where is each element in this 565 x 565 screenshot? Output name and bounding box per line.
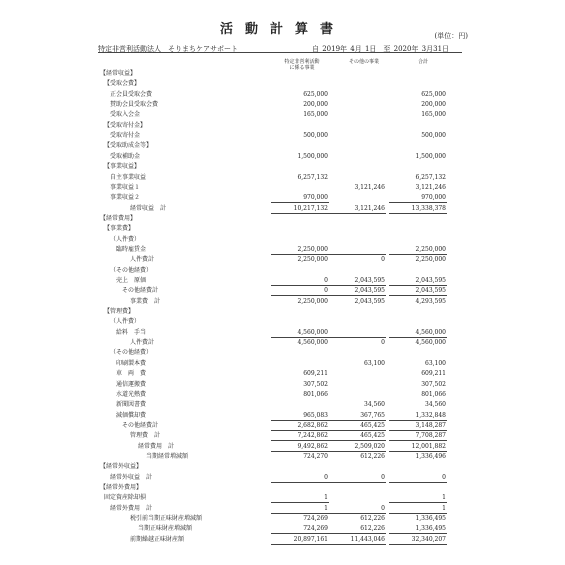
row-label: 給料 手当 [116, 328, 147, 336]
statement-row [0, 173, 565, 183]
value-total: 4,293,595 [415, 297, 446, 305]
row-label: 【経常外費用】 [100, 484, 143, 491]
row-label: 人件費計 [130, 339, 155, 347]
row-label: 税引前当期正味財産増減額 [130, 515, 203, 523]
statement-row [0, 348, 565, 358]
value-nonprofit: 2,682,862 [297, 421, 328, 429]
value-nonprofit: 965,083 [303, 411, 328, 419]
statement-row [0, 400, 565, 410]
value-other: 0 [381, 256, 385, 264]
statement-row [0, 483, 565, 493]
row-label: 自主事業収益 [110, 173, 147, 181]
row-label: 臨時雇賃金 [116, 245, 147, 253]
statement-row [0, 535, 565, 545]
value-other: 367,765 [360, 411, 385, 419]
value-other: 465,425 [360, 421, 385, 429]
value-nonprofit: 970,000 [303, 194, 328, 202]
row-label: 売上 原価 [116, 277, 147, 284]
value-total: 2,043,595 [415, 287, 446, 295]
value-nonprofit: 724,270 [303, 452, 328, 460]
value-total: 7,708,287 [415, 432, 446, 440]
subtotal-rule [271, 544, 329, 545]
value-other: 612,226 [360, 525, 385, 533]
value-total: 165,000 [421, 111, 446, 119]
value-nonprofit: 625,000 [303, 90, 328, 98]
value-total: 4,560,000 [415, 339, 446, 347]
statement-row [0, 266, 565, 276]
value-total: 34,560 [425, 401, 446, 409]
value-total: 801,066 [421, 390, 446, 398]
value-total: 970,000 [421, 194, 446, 202]
value-other: 3,121,246 [354, 183, 385, 191]
row-label: 賛助会員受取会費 [110, 101, 159, 109]
value-total: 200,000 [421, 101, 446, 109]
document-title: 活動計算書 [219, 22, 345, 37]
value-total: 63,100 [425, 359, 446, 367]
value-total: 1 [442, 504, 446, 512]
value-other: 0 [381, 473, 385, 481]
row-label: 事業費 計 [130, 297, 161, 305]
value-other: 63,100 [364, 359, 385, 367]
row-label: 水道光熱費 [116, 390, 147, 398]
value-total: 1,336,495 [415, 525, 446, 533]
value-total: 2,250,000 [415, 256, 446, 264]
statement-row [0, 359, 565, 369]
value-nonprofit: 1,500,000 [297, 152, 328, 160]
value-total: 3,148,287 [415, 421, 446, 429]
statement-row [0, 524, 565, 534]
value-nonprofit: 4,560,000 [297, 328, 328, 336]
statement-row [0, 245, 565, 255]
value-nonprofit: 801,066 [303, 390, 328, 398]
value-nonprofit: 307,502 [303, 380, 328, 388]
subtotal-rule [389, 544, 447, 545]
row-label: 【事業費】 [104, 225, 135, 233]
statement-row [0, 307, 565, 317]
row-label: 経常外費用 計 [110, 504, 153, 512]
value-other: 34,560 [364, 401, 385, 409]
row-label: 【受取助成金等】 [104, 142, 153, 150]
value-total: 4,560,000 [415, 328, 446, 336]
statement-row [0, 504, 565, 514]
value-total: 32,340,207 [411, 535, 446, 543]
row-label: （人件費） [110, 318, 141, 326]
statement-row [0, 141, 565, 151]
value-total: 6,257,132 [415, 173, 446, 181]
value-nonprofit: 0 [324, 473, 328, 481]
value-total: 625,000 [421, 90, 446, 98]
row-label: 通信運搬費 [116, 380, 147, 388]
statement-row [0, 493, 565, 503]
row-label: 受取寄付金 [110, 132, 141, 140]
value-nonprofit: 9,492,862 [297, 442, 328, 450]
statement-row [0, 442, 565, 452]
value-other: 612,226 [360, 515, 385, 523]
row-label: 前期繰越正味財産額 [130, 535, 185, 543]
statement-row [0, 462, 565, 472]
value-total: 2,250,000 [415, 245, 446, 253]
value-total: 609,211 [421, 370, 446, 378]
row-label: 経常費用 計 [138, 442, 175, 450]
statement-row [0, 380, 565, 390]
value-other: 11,443,046 [350, 535, 385, 543]
value-nonprofit: 20,897,161 [293, 535, 328, 543]
row-label: 受取入会金 [110, 111, 141, 119]
row-label: 受取補助金 [110, 152, 141, 160]
statement-row [0, 235, 565, 245]
value-total: 1,332,848 [415, 411, 446, 419]
value-total: 12,001,882 [411, 442, 446, 450]
value-total: 500,000 [421, 132, 446, 140]
statement-row [0, 204, 565, 214]
value-total: 1,336,495 [415, 515, 446, 523]
value-other: 465,425 [360, 432, 385, 440]
statement-row [0, 338, 565, 348]
value-total: 307,502 [421, 380, 446, 388]
row-label: 固定資産除却損 [104, 494, 147, 502]
value-total: 0 [442, 473, 446, 481]
value-other: 3,121,246 [354, 204, 385, 212]
row-label: 当期経常増減額 [146, 452, 189, 460]
row-label: 【経常外収益】 [100, 463, 143, 471]
statement-row [0, 328, 565, 338]
row-label: （その他経費） [110, 266, 153, 274]
statement-row [0, 431, 565, 441]
value-nonprofit: 165,000 [303, 111, 328, 119]
value-total: 1,500,000 [415, 152, 446, 160]
statement-row [0, 79, 565, 89]
value-nonprofit: 200,000 [303, 101, 328, 109]
value-total: 1 [442, 494, 446, 502]
column-header-other: その他の事業 [348, 59, 379, 65]
value-total: 3,121,246 [415, 183, 446, 191]
row-label: 正会員受取会費 [110, 90, 153, 98]
statement-row [0, 183, 565, 193]
statement-row [0, 286, 565, 296]
statement-row [0, 152, 565, 162]
value-nonprofit: 724,269 [303, 525, 328, 533]
statement-row [0, 224, 565, 234]
value-other: 2,043,595 [354, 297, 385, 305]
row-label: 【事業収益】 [104, 163, 141, 171]
statement-row [0, 121, 565, 131]
row-label: 減価償却費 [116, 411, 147, 419]
value-nonprofit: 0 [324, 277, 328, 284]
row-label: （人件費） [110, 235, 141, 243]
row-label: 【経常費用】 [100, 214, 137, 222]
value-other: 0 [381, 339, 385, 347]
statement-row [0, 514, 565, 524]
value-nonprofit: 2,250,000 [297, 297, 328, 305]
row-label: 経常収益 計 [130, 204, 167, 212]
value-nonprofit: 6,257,132 [297, 173, 328, 181]
statement-row [0, 473, 565, 483]
value-total: 13,338,378 [411, 204, 446, 212]
value-nonprofit: 1 [324, 494, 328, 502]
row-label: 事業収益２ [110, 194, 141, 202]
value-nonprofit: 1 [324, 504, 328, 512]
value-total: 2,043,595 [415, 277, 446, 284]
header-rule [98, 52, 462, 53]
value-total: 1,336,496 [415, 452, 446, 460]
statement-row [0, 110, 565, 120]
row-label: 事業収益１ [110, 183, 141, 191]
value-nonprofit: 2,250,000 [297, 245, 328, 253]
row-label: 新聞図書費 [116, 401, 147, 409]
row-label: 【受取会費】 [104, 80, 141, 88]
statement-row [0, 276, 565, 286]
column-header-nonprofit: 特定非営利活動 に係る事業 [284, 59, 320, 71]
statement-row [0, 90, 565, 100]
statement-row [0, 452, 565, 462]
value-other: 2,509,020 [354, 442, 385, 450]
statement-row [0, 255, 565, 265]
row-label: 経常外収益 計 [110, 473, 153, 481]
statement-row [0, 369, 565, 379]
statement-row [0, 193, 565, 203]
statement-row [0, 214, 565, 224]
subtotal-rule [328, 544, 386, 545]
row-label: 印刷製本費 [116, 359, 147, 367]
value-nonprofit: 0 [324, 287, 328, 295]
row-label: その他経費計 [122, 287, 159, 295]
value-nonprofit: 500,000 [303, 132, 328, 140]
statement-row [0, 411, 565, 421]
value-other: 0 [381, 504, 385, 512]
row-label: 当期正味財産増減額 [138, 525, 193, 533]
row-label: その他経費計 [122, 421, 159, 429]
statement-row [0, 317, 565, 327]
statement-row [0, 69, 565, 79]
value-nonprofit: 4,560,000 [297, 339, 328, 347]
row-label: 車 両 費 [116, 370, 147, 378]
row-label: （その他経費） [110, 349, 153, 357]
statement-row [0, 390, 565, 400]
fiscal-period: 自 2019年 4月 1日 至 2020年 3月31日 [312, 45, 450, 53]
statement-row [0, 421, 565, 431]
row-label: 人件費計 [130, 256, 155, 264]
unit-label: (単位：円) [434, 32, 468, 40]
organization-name: 特定非営利活動法人 そりまちケアサポート [98, 45, 238, 53]
value-nonprofit: 2,250,000 [297, 256, 328, 264]
statement-row [0, 297, 565, 307]
value-nonprofit: 10,217,132 [293, 204, 328, 212]
row-label: 【管理費】 [104, 308, 135, 316]
row-label: 【受取寄付金】 [104, 121, 147, 129]
value-other: 2,043,595 [354, 287, 385, 295]
value-nonprofit: 609,211 [303, 370, 328, 378]
value-nonprofit: 724,269 [303, 515, 328, 523]
statement-row [0, 162, 565, 172]
statement-row [0, 131, 565, 141]
value-nonprofit: 7,242,862 [297, 432, 328, 440]
value-other: 612,226 [360, 452, 385, 460]
value-other: 2,043,595 [354, 277, 385, 284]
row-label: 【経常収益】 [100, 70, 137, 77]
row-label: 管理費 計 [130, 432, 161, 440]
statement-row [0, 100, 565, 110]
column-header-total: 合計 [417, 59, 428, 65]
